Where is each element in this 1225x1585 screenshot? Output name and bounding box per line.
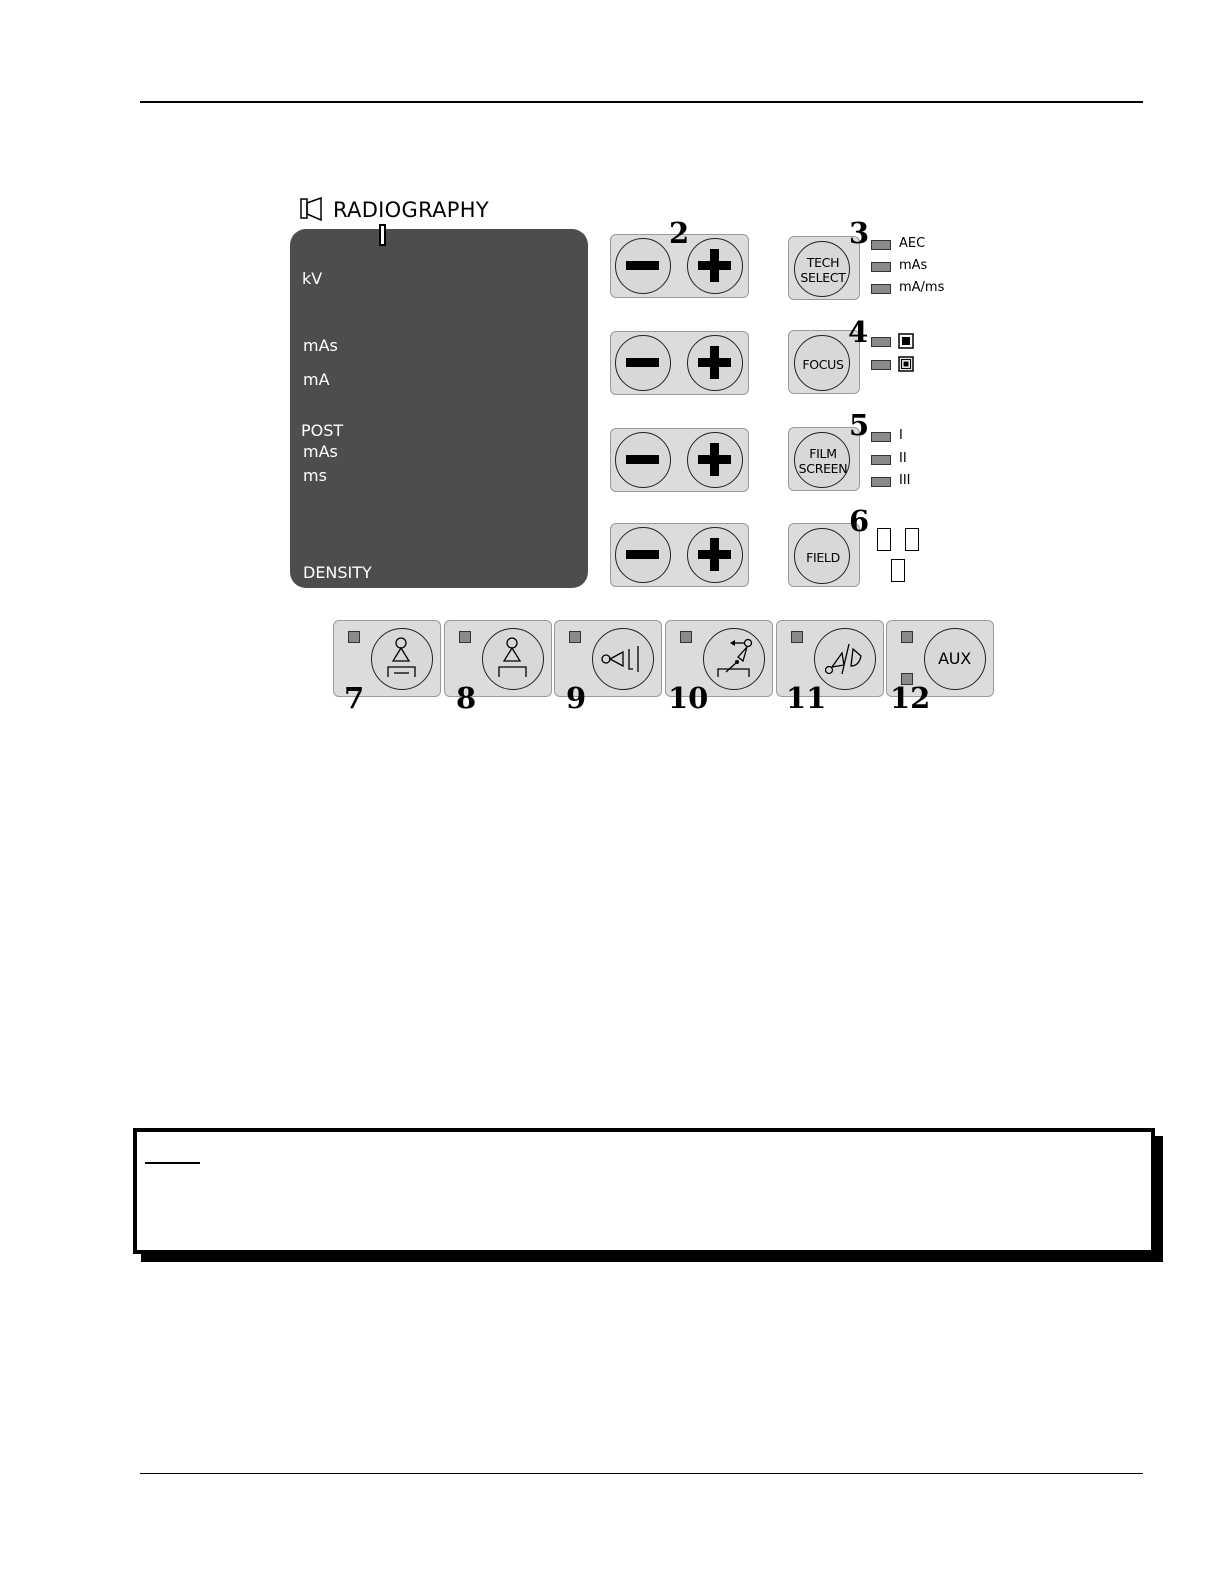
workstation-9-key — [592, 628, 654, 690]
wall-stand-icon — [593, 629, 652, 688]
ms-minus-button[interactable] — [615, 432, 671, 488]
minus-icon — [616, 239, 669, 292]
mas-adjust-buttons — [610, 331, 749, 395]
workstation-10-key — [703, 628, 765, 690]
screen-i-label: I — [899, 428, 903, 443]
film-screen-key — [794, 432, 850, 488]
density-plus-button[interactable] — [687, 527, 743, 583]
tech-select-label: TECH SELECT — [800, 255, 846, 285]
header-rule — [140, 101, 1143, 103]
screen-ii-label: II — [899, 451, 907, 466]
display-label-ms: ms — [303, 466, 327, 485]
ms-adjust-buttons — [610, 428, 749, 492]
density-adjust-buttons — [610, 523, 749, 587]
mas-label: mAs — [899, 258, 928, 273]
focus-small-led — [871, 337, 891, 347]
kv-plus-button[interactable] — [687, 238, 743, 294]
minus-icon — [616, 433, 669, 486]
callout-3: 3 — [849, 216, 870, 250]
note-heading-underline — [145, 1162, 200, 1164]
field-chamber-center-icon — [891, 559, 905, 582]
workstation-7-led — [348, 631, 360, 643]
note-box — [133, 1128, 1155, 1254]
display-label-ma: mA — [303, 370, 330, 389]
plus-icon — [688, 336, 741, 389]
tilt-table-icon — [704, 629, 763, 688]
mas-led — [871, 262, 891, 272]
speaker-icon — [299, 196, 325, 222]
mas-minus-button[interactable] — [615, 335, 671, 391]
callout-5: 5 — [849, 408, 870, 442]
panel-title: RADIOGRAPHY — [333, 198, 489, 222]
footer-rule — [140, 1473, 1143, 1474]
focus-key — [794, 335, 850, 391]
display-label-post: POST — [301, 421, 344, 440]
field-label: FIELD — [806, 549, 840, 565]
callout-12: 12 — [890, 681, 931, 715]
mas-plus-button[interactable] — [687, 335, 743, 391]
aec-led — [871, 240, 891, 250]
display-label-density: DENSITY — [303, 563, 372, 582]
radiography-display — [290, 229, 588, 588]
density-minus-button[interactable] — [615, 527, 671, 583]
field-chamber-left-icon — [877, 528, 891, 551]
tech-select-key — [794, 241, 850, 297]
callout-4: 4 — [848, 315, 869, 349]
focus-small-icon — [898, 333, 914, 349]
callout-7: 7 — [344, 681, 365, 715]
screen-i-led — [871, 432, 891, 442]
callout-2: 2 — [669, 216, 690, 250]
patient-bucky-icon — [483, 629, 542, 688]
aec-label: AEC — [899, 236, 926, 251]
workstation-7-key — [371, 628, 433, 690]
callout-8: 8 — [456, 681, 477, 715]
screen-iii-led — [871, 477, 891, 487]
workstation-9-led — [569, 631, 581, 643]
field-chamber-right-icon — [905, 528, 919, 551]
focus-large-led — [871, 360, 891, 370]
callout-1-marker — [379, 224, 386, 246]
workstation-11-led — [791, 631, 803, 643]
aux-led-top — [901, 631, 913, 643]
aux-label: AUX — [938, 649, 971, 668]
ma-ms-led — [871, 284, 891, 294]
patient-table-icon — [372, 629, 431, 688]
ma-ms-label: mA/ms — [899, 280, 945, 295]
display-label-post-mas: mAs — [303, 442, 338, 461]
callout-9: 9 — [566, 681, 587, 715]
callout-11: 11 — [786, 681, 827, 715]
kv-minus-button[interactable] — [615, 238, 671, 294]
focus-large-icon — [898, 356, 914, 372]
focus-label: FOCUS — [802, 356, 844, 372]
ms-plus-button[interactable] — [687, 432, 743, 488]
workstation-8-key — [482, 628, 544, 690]
display-label-kv: kV — [302, 269, 323, 288]
screen-ii-led — [871, 455, 891, 465]
plus-icon — [688, 239, 741, 292]
aux-key — [924, 628, 986, 690]
callout-10: 10 — [668, 681, 709, 715]
field-key — [794, 528, 850, 584]
plus-icon — [688, 528, 741, 581]
callout-6: 6 — [849, 504, 870, 538]
plus-icon — [688, 433, 741, 486]
film-screen-label: FILM SCREEN — [798, 446, 848, 476]
minus-icon — [616, 528, 669, 581]
workstation-10-led — [680, 631, 692, 643]
workstation-8-led — [459, 631, 471, 643]
display-label-mas: mAs — [303, 336, 338, 355]
minus-icon — [616, 336, 669, 389]
tomography-icon — [815, 629, 874, 688]
screen-iii-label: III — [899, 473, 911, 488]
